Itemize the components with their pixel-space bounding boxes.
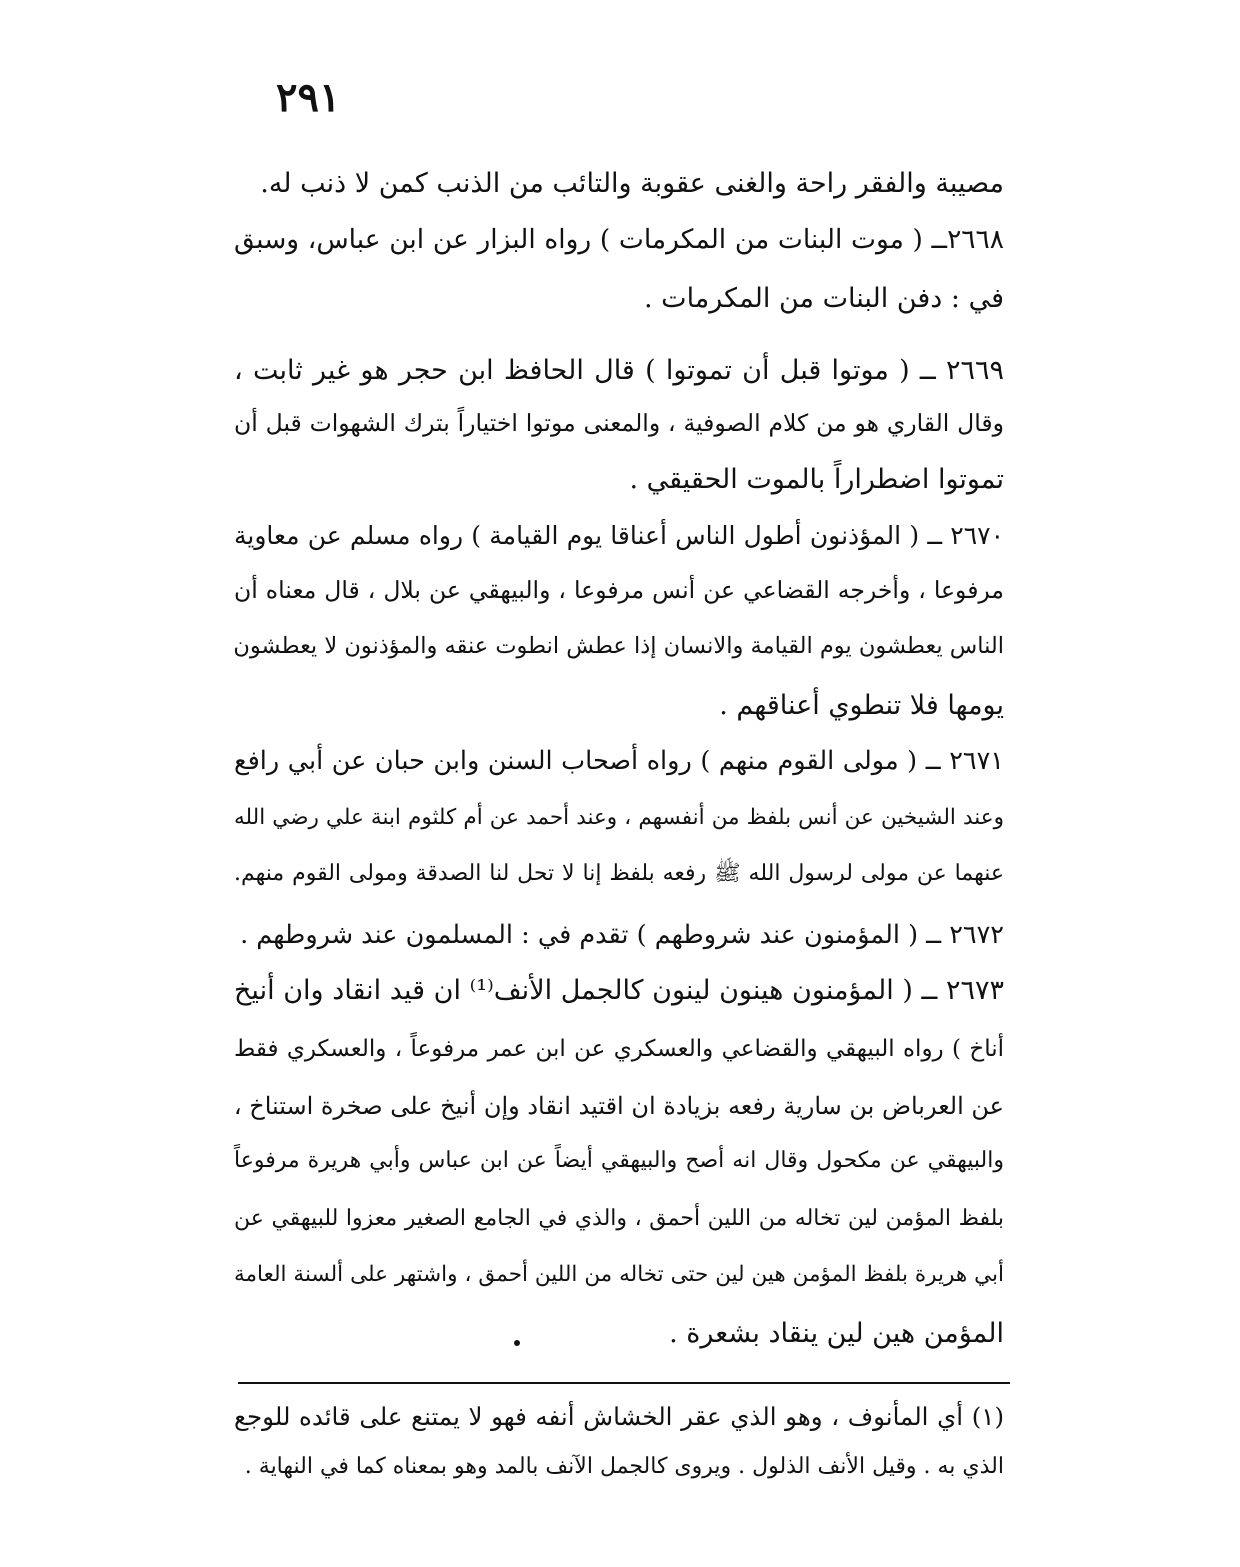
text-line: ٢٦٦٩ ــ ( موتوا قبل أن تموتوا ) قال الحافظ ابن حجر هو غير ثابت ،: [234, 355, 1004, 386]
page-number: ٢٩١: [276, 74, 341, 121]
text-line: الناس يعطشون يوم القيامة والانسان إذا عطش انطوت عنقه والمؤذنون لا يعطشون: [233, 633, 1004, 659]
text-line: مرفوعا ، وأخرجه القضاعي عن أنس مرفوعا ، والبيهقي عن بلال ، قال معناه أن: [234, 576, 1004, 604]
text-line: ٢٦٧٠ ــ ( المؤذنون أطول الناس أعناقا يوم القيامة ) رواه مسلم عن معاوية: [234, 521, 1004, 550]
footnote-line: الذي به . وقيل الأنف الذلول . ويروى كالجمل الآنف بالمد وهو بمعناه كما في النهاية .: [244, 1454, 1004, 1479]
text-line: بلفظ المؤمن لين تخاله من اللين أحمق ، والذي في الجامع الصغير معزوا للبيهقي عن: [234, 1206, 1004, 1231]
text-line: يومها فلا تنطوي أعناقهم .: [719, 690, 1004, 721]
footnote-line: (١) أي المأنوف ، وهو الذي عقر الخشاش أنفه فهو لا يمتنع على قائده للوجع: [234, 1402, 1004, 1431]
footnote-divider: [238, 1382, 1010, 1384]
stray-dot: [514, 1340, 520, 1346]
text-line: المؤمن هين لين ينقاد بشعرة .: [669, 1318, 1004, 1349]
text-line: في : دفن البنات من المكرمات .: [643, 283, 1004, 314]
text-line: أبي هريرة بلفظ المؤمن هين لين حتى تخاله من اللين أحمق ، واشتهر على ألسنة العامة: [234, 1262, 1004, 1287]
text-line: أناخ ) رواه البيهقي والقضاعي والعسكري عن ابن عمر مرفوعاً ، والعسكري فقط: [234, 1036, 1004, 1062]
text-line: عن العرباض بن سارية رفعه بزيادة ان اقتيد انقاد وإن أنيخ على صخرة استناخ ،: [233, 1092, 1004, 1120]
text-line: والبيهقي عن مكحول وقال انه أصح والبيهقي أيضاً عن ابن عباس وأبي هريرة مرفوعاً: [234, 1148, 1004, 1173]
text-line: تموتوا اضطراراً بالموت الحقيقي .: [629, 464, 1004, 495]
text-line: مصيبة والفقر راحة والغنى عقوبة والتائب من الذنب كمن لا ذنب له.: [260, 168, 1004, 199]
text-line: ٢٦٦٨ــ ( موت البنات من المكرمات ) رواه البزار عن ابن عباس، وسبق: [234, 224, 1004, 255]
text-line: عنهما عن مولى لرسول الله ﷺ رفعه بلفظ إنا لا تحل لنا الصدقة ومولى القوم منهم.: [234, 861, 1004, 886]
text-line: ٢٦٧٣ ــ ( المؤمنون هينون لينون كالجمل الأنف⁽¹⁾ ان قيد انقاد وان أنيخ: [234, 975, 1004, 1006]
text-line: وقال القاري هو من كلام الصوفية ، والمعنى موتوا اختياراً بترك الشهوات قبل أن: [234, 409, 1004, 437]
text-line: ٢٦٧٢ ــ ( المؤمنون عند شروطهم ) تقدم في : المسلمون عند شروطهم .: [240, 920, 1004, 950]
text-line: وعند الشيخين عن أنس بلفظ من أنفسهم ، وعند أحمد عن أم كلثوم ابنة علي رضي الله: [234, 805, 1004, 830]
text-line: ٢٦٧١ ــ ( مولى القوم منهم ) رواه أصحاب السنن وابن حبان عن أبي رافع: [234, 746, 1004, 776]
